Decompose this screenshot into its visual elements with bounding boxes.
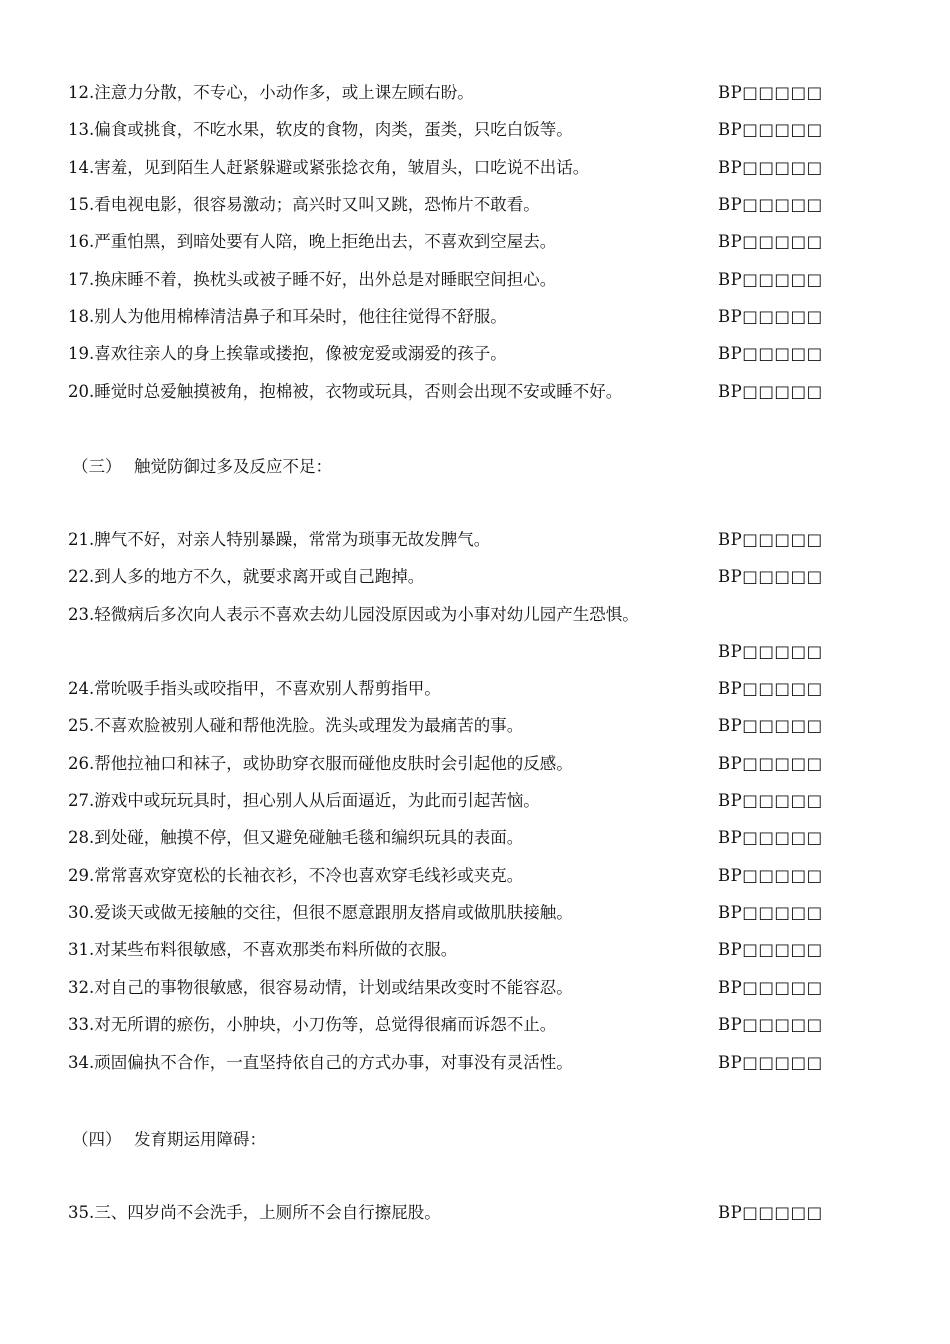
question-row bbox=[68, 153, 838, 183]
question-row bbox=[68, 78, 838, 108]
rating-boxes: BP□□□□□ bbox=[718, 679, 823, 698]
question-row bbox=[68, 265, 838, 295]
section-number: （四） bbox=[72, 1130, 122, 1149]
rating-boxes: BP□□□□□ bbox=[718, 1053, 823, 1072]
question-text: 18.别人为他用棉棒清洁鼻子和耳朵时，他往往觉得不舒服。 bbox=[68, 307, 507, 326]
rating-boxes: BP□□□□□ bbox=[718, 1203, 823, 1222]
question-row bbox=[68, 973, 838, 1003]
question-row bbox=[68, 377, 838, 407]
rating-boxes: BP□□□□□ bbox=[718, 866, 823, 885]
rating-boxes: BP□□□□□ bbox=[718, 940, 823, 959]
question-text: 13.偏食或挑食，不吃水果，软皮的食物，肉类，蛋类，只吃白饭等。 bbox=[68, 120, 573, 139]
question-row bbox=[68, 1010, 838, 1040]
rating-boxes: BP□□□□□ bbox=[718, 530, 823, 549]
question-row bbox=[68, 115, 838, 145]
question-row bbox=[68, 749, 838, 779]
question-text: 20.睡觉时总爱触摸被角，抱棉被，衣物或玩具，否则会出现不安或睡不好。 bbox=[68, 382, 623, 401]
rating-boxes: BP□□□□□ bbox=[718, 158, 823, 177]
rating-boxes: BP□□□□□ bbox=[718, 232, 823, 251]
question-row bbox=[68, 1198, 838, 1228]
section-heading-3 bbox=[72, 452, 332, 482]
question-row bbox=[68, 562, 838, 592]
rating-boxes: BP□□□□□ bbox=[718, 195, 823, 214]
rating-boxes: BP□□□□□ bbox=[718, 978, 823, 997]
question-text: 33.对无所谓的瘀伤，小肿块，小刀伤等，总觉得很痛而诉怨不止。 bbox=[68, 1015, 557, 1034]
rating-boxes: BP□□□□□ bbox=[718, 754, 823, 773]
question-text: 17.换床睡不着，换枕头或被子睡不好，出外总是对睡眠空间担心。 bbox=[68, 270, 557, 289]
section-title: 发育期运用障碍： bbox=[134, 1130, 266, 1149]
question-row bbox=[68, 1048, 838, 1078]
question-text: 23.轻微病后多次向人表示不喜欢去幼儿园没原因或为小事对幼儿园产生恐惧。 bbox=[68, 605, 639, 624]
rating-boxes: BP□□□□□ bbox=[718, 791, 823, 810]
question-text: 21.脾气不好，对亲人特别暴躁，常常为琐事无故发脾气。 bbox=[68, 530, 491, 549]
question-text: 35.三、四岁尚不会洗手，上厕所不会自行擦屁股。 bbox=[68, 1203, 441, 1222]
question-text: 19.喜欢往亲人的身上挨靠或搂抱，像被宠爱或溺爱的孩子。 bbox=[68, 344, 507, 363]
rating-boxes: BP□□□□□ bbox=[718, 1015, 823, 1034]
question-row-23-marker bbox=[68, 637, 838, 667]
rating-boxes: BP□□□□□ bbox=[718, 270, 823, 289]
question-text: 30.爱谈天或做无接触的交往，但很不愿意跟朋友搭肩或做肌肤接触。 bbox=[68, 903, 573, 922]
question-row bbox=[68, 898, 838, 928]
question-row bbox=[68, 339, 838, 369]
rating-boxes: BP□□□□□ bbox=[718, 120, 823, 139]
question-text: 34.顽固偏执不合作，一直坚持依自己的方式办事，对事没有灵活性。 bbox=[68, 1053, 573, 1072]
question-text: 28.到处碰，触摸不停，但又避免碰触毛毯和编织玩具的表面。 bbox=[68, 828, 524, 847]
question-text: 24.常吮吸手指头或咬指甲，不喜欢别人帮剪指甲。 bbox=[68, 679, 441, 698]
question-row bbox=[68, 861, 838, 891]
question-row bbox=[68, 674, 838, 704]
question-row bbox=[68, 935, 838, 965]
question-text: 27.游戏中或玩玩具时，担心别人从后面逼近，为此而引起苦恼。 bbox=[68, 791, 540, 810]
question-row bbox=[68, 227, 838, 257]
question-row-23 bbox=[68, 600, 838, 630]
question-row bbox=[68, 302, 838, 332]
question-text: 31.对某些布料很敏感，不喜欢那类布料所做的衣服。 bbox=[68, 940, 458, 959]
question-text: 16.严重怕黑，到暗处要有人陪，晚上拒绝出去，不喜欢到空屋去。 bbox=[68, 232, 557, 251]
rating-boxes: BP□□□□□ bbox=[718, 83, 823, 102]
rating-boxes: BP□□□□□ bbox=[718, 642, 823, 661]
question-text: 25.不喜欢脸被别人碰和帮他洗脸。洗头或理发为最痛苦的事。 bbox=[68, 716, 524, 735]
rating-boxes: BP□□□□□ bbox=[718, 382, 823, 401]
rating-boxes: BP□□□□□ bbox=[718, 903, 823, 922]
question-text: 29.常常喜欢穿宽松的长袖衣衫，不冷也喜欢穿毛线衫或夹克。 bbox=[68, 866, 524, 885]
question-text: 32.对自己的事物很敏感，很容易动情，计划或结果改变时不能容忍。 bbox=[68, 978, 573, 997]
question-text: 26.帮他拉袖口和袜子，或协助穿衣服而碰他皮肤时会引起他的反感。 bbox=[68, 754, 573, 773]
section-title: 触觉防御过多及反应不足： bbox=[134, 457, 332, 476]
section-heading-4 bbox=[72, 1125, 266, 1155]
rating-boxes: BP□□□□□ bbox=[718, 344, 823, 363]
rating-boxes: BP□□□□□ bbox=[718, 828, 823, 847]
question-row bbox=[68, 525, 838, 555]
rating-boxes: BP□□□□□ bbox=[718, 716, 823, 735]
section-number: （三） bbox=[72, 457, 122, 476]
question-row bbox=[68, 823, 838, 853]
question-text: 15.看电视电影，很容易激动；高兴时又叫又跳，恐怖片不敢看。 bbox=[68, 195, 540, 214]
rating-boxes: BP□□□□□ bbox=[718, 567, 823, 586]
question-row bbox=[68, 786, 838, 816]
question-row bbox=[68, 190, 838, 220]
question-text: 12.注意力分散，不专心，小动作多，或上课左顾右盼。 bbox=[68, 83, 474, 102]
question-text: 14.害羞，见到陌生人赶紧躲避或紧张捻衣角，皱眉头，口吃说不出话。 bbox=[68, 158, 590, 177]
question-text: 22.到人多的地方不久，就要求离开或自己跑掉。 bbox=[68, 567, 425, 586]
rating-boxes: BP□□□□□ bbox=[718, 307, 823, 326]
question-row bbox=[68, 711, 838, 741]
